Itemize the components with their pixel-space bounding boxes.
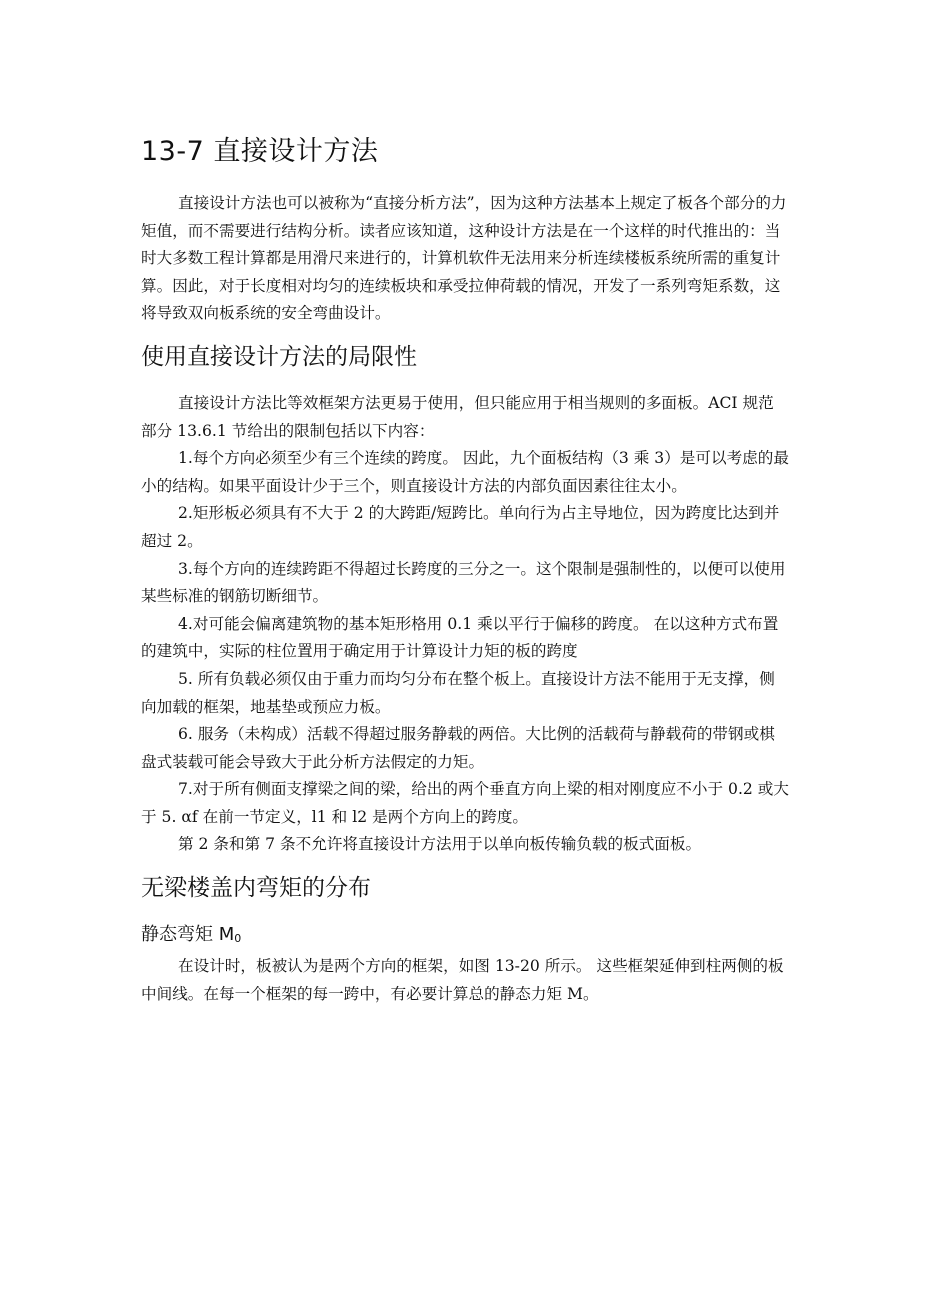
- section-title: 13-7 直接设计方法: [141, 136, 379, 167]
- limitation-item-2: 2.矩形板必须具有不大于 2 的大跨距/短跨比。单向行为占主导地位，因为跨度比达到并超过 2。: [141, 504, 780, 550]
- intro-paragraph: 直接设计方法也可以被称为“直接分析方法”，因为这种方法基本上规定了板各个部分的力矩值，而不需要进行结构分析。读者应该知道，这种设计方法是在一个这样的时代推出的：当时大多数工程计算都是用滑尺来进行的，计算机软件无法用来分析连续楼板系统所需的重复计算。因此，对于长度相对均匀的连续板块和承受拉伸荷载的情况，开发了一系列弯矩系数，这将导致双向板系统的安全弯曲设计。: [141, 194, 787, 323]
- page-content: [141, 132, 789, 1008]
- limitation-item-4: 4.对可能会偏离建筑物的基本矩形格用 0.1 乘以平行于偏移的跨度。 在以这种方式布置的建筑中，实际的柱位置用于确定用于计算设计力矩的板的跨度: [141, 614, 779, 661]
- limitation-item-1: 1.每个方向必须至少有三个连续的跨度。 因此，九个面板结构（3 乘 3）是可以考虑的最小的结构。如果平面设计少于三个，则直接设计方法的内部负面因素往往太小。: [141, 449, 789, 495]
- limitation-note: 第 2 条和第 7 条不允许将直接设计方法用于以单向板传输负载的板式面板。: [178, 835, 702, 854]
- distribution-heading: 无梁楼盖内弯矩的分布: [141, 875, 371, 902]
- limitation-item-7: 7.对于所有侧面支撑梁之间的梁，给出的两个垂直方向上梁的相对刚度应不小于 0.2 或大于 5. αf 在前一节定义，l1 和 l2 是两个方向上的跨度。: [141, 780, 789, 826]
- limitation-item-6: 6. 服务（未构成）活载不得超过服务静载的两倍。大比例的活载荷与静载荷的带钢或棋盘式装载可能会导致大于此分析方法假定的力矩。: [141, 725, 775, 771]
- static-moment-subheading-text: 静态弯矩 M: [141, 924, 235, 946]
- limitation-item-5: 5. 所有负载必须仅由于重力而均匀分布在整个板上。直接设计方法不能用于无支撑，侧向加载的框架，地基垫或预应力板。: [141, 669, 775, 716]
- static-moment-subheading: [141, 921, 789, 953]
- limitation-item-3: 3.每个方向的连续跨距不得超过长跨度的三分之一。这个限制是强制性的，以便可以使用某些标准的钢筋切断细节。: [141, 559, 786, 606]
- limitations-intro: 直接设计方法比等效框架方法更易于使用，但只能应用于相当规则的多面板。ACI 规范部分 13.6.1 节给出的限制包括以下内容：: [141, 393, 774, 440]
- distribution-paragraph: 在设计时，板被认为是两个方向的框架，如图 13-20 所示。 这些框架延伸到柱两侧的板中间线。在每一个框架的每一跨中，有必要计算总的静态力矩 M。: [141, 957, 784, 1003]
- limitations-heading: 使用直接设计方法的局限性: [141, 343, 417, 370]
- static-moment-subscript: 0: [234, 932, 242, 946]
